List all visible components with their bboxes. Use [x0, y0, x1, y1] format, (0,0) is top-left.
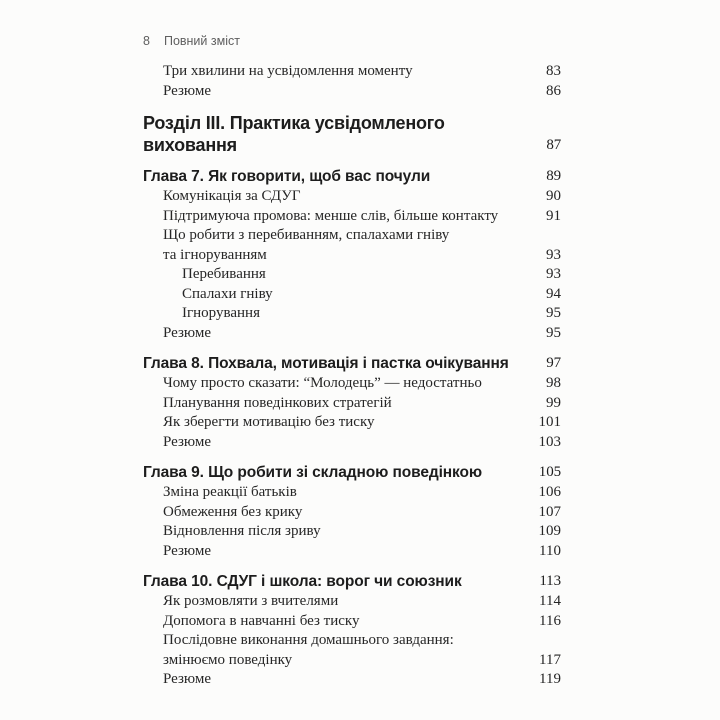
- toc-entry-title-line: Резюме: [163, 82, 212, 99]
- toc-entry-page-number: 87: [546, 137, 561, 153]
- toc-entry-title-line: Спалахи гніву: [182, 285, 273, 302]
- toc-entry-title-line: змінюємо поведінку: [163, 651, 293, 668]
- toc-entry-page-number: 86: [546, 82, 561, 99]
- toc-entry-title: [143, 571, 527, 592]
- toc-entry-title-line: Як зберегти мотивацію без тиску: [163, 414, 375, 430]
- toc-entry-page-number: 95: [546, 324, 561, 341]
- toc-entry-title: [143, 522, 527, 542]
- toc-entry-title: [143, 207, 534, 227]
- toc-entry-title-line: та ігноруванням: [163, 246, 267, 263]
- running-head-title: Повний зміст: [163, 34, 240, 48]
- toc-entry-title: [143, 62, 534, 82]
- toc-entry-page-number: 119: [539, 671, 561, 687]
- toc-entry-title-line: Глава 8. Похвала, мотивація і пастка очікування: [143, 355, 509, 372]
- toc-entry-title-line: Глава 7. Як говорити, щоб вас почули: [143, 168, 431, 185]
- toc-entry-page-number: 91: [546, 207, 561, 224]
- toc-entry-title: [143, 112, 534, 156]
- toc-entry-page-number: 98: [546, 375, 561, 391]
- toc-entry-title: [143, 503, 527, 523]
- toc-entry-title-line: Резюме: [163, 433, 212, 450]
- toc-entry-title-line: Підтримуюча промова: менше слів, більше контакту: [163, 207, 499, 224]
- toc-entry-title: [143, 670, 527, 690]
- toc-entry-page-number: 90: [546, 188, 561, 204]
- toc-entry-title-line: Резюме: [163, 324, 212, 341]
- toc-entry-title-line: Що робити з перебиванням, спалахами гніву: [163, 227, 450, 243]
- toc-entry-title: [143, 631, 527, 670]
- toc-entry-title-line: Планування поведінкових стратегій: [163, 394, 392, 411]
- toc-entry-title: [143, 374, 534, 394]
- toc-entry-row: [143, 542, 561, 562]
- toc-entry-page-number: 105: [538, 464, 561, 480]
- toc-chapter-row: [143, 353, 561, 374]
- toc-entry-title: [143, 413, 527, 433]
- toc-entry-page-number: 93: [546, 246, 561, 263]
- toc-entry-title-line: Резюме: [163, 671, 212, 687]
- folio-page-number: 8: [143, 34, 150, 48]
- toc-entry-row: [143, 324, 561, 344]
- toc-section-row: [143, 112, 561, 156]
- toc-entry-title-line: Відновлення після зриву: [163, 523, 321, 539]
- toc-entry-page-number: 113: [539, 573, 561, 589]
- toc-entry-row: [143, 631, 561, 670]
- toc-entry-title-line: Ігнорування: [182, 305, 260, 321]
- toc-entry-title-line: Як розмовляти з вчителями: [163, 593, 339, 609]
- toc-entry-title-line: Розділ III. Практика усвідомленого виховання: [143, 113, 445, 155]
- toc-entry-page-number: 110: [539, 542, 561, 559]
- toc-entry-page-number: 114: [539, 593, 561, 609]
- toc-entry-page-number: 103: [538, 433, 561, 450]
- toc-entry-row: [143, 433, 561, 453]
- toc-entry-title: [143, 304, 534, 324]
- toc-entry-page-number: 117: [539, 651, 561, 668]
- toc-entry-row: [143, 374, 561, 394]
- toc-entry-title: [143, 166, 534, 187]
- toc-entry-page-number: 101: [538, 414, 561, 430]
- running-head: [143, 33, 561, 49]
- toc-entry-title: [143, 462, 527, 483]
- toc-entry-row: [143, 285, 561, 305]
- toc-entry-page-number: 109: [538, 523, 561, 539]
- toc-entry-title: [143, 592, 527, 612]
- toc-entry-page-number: 99: [546, 394, 561, 411]
- toc-entry-row: [143, 592, 561, 612]
- toc-entry-page-number: 106: [538, 484, 561, 500]
- toc-entry-title-line: Перебивання: [182, 266, 266, 282]
- toc-entry-title: [143, 82, 534, 102]
- toc-entry-title-line: Глава 10. СДУГ і школа: ворог чи союзник: [143, 573, 462, 590]
- toc-entry-page-number: 116: [539, 612, 561, 629]
- toc-chapter-row: [143, 462, 561, 483]
- toc-entry-row: [143, 612, 561, 632]
- toc-entry-row: [143, 413, 561, 433]
- toc-entry-title: [143, 353, 534, 374]
- toc-entry-row: [143, 304, 561, 324]
- toc-entry-title: [143, 324, 534, 344]
- toc-chapter-row: [143, 166, 561, 187]
- toc-entry-row: [143, 503, 561, 523]
- toc-entry-row: [143, 394, 561, 414]
- toc-entry-page-number: 83: [546, 63, 561, 79]
- toc-entry-page-number: 93: [546, 266, 561, 282]
- toc-entry-row: [143, 226, 561, 265]
- toc-entry-title-line: Чому просто сказати: “Молодець” — недостатньо: [163, 375, 482, 391]
- toc-list: [143, 62, 561, 690]
- toc-entry-title-line: Глава 9. Що робити зі складною поведінкою: [143, 464, 483, 481]
- toc-entry-row: [143, 483, 561, 503]
- toc-entry-title-line: Допомога в навчанні без тиску: [163, 612, 360, 629]
- toc-entry-title-line: Послідовне виконання домашнього завдання:: [163, 632, 454, 648]
- toc-entry-page-number: 89: [546, 168, 561, 184]
- toc-entry-title-line: Три хвилини на усвідомлення моменту: [163, 63, 413, 79]
- toc-entry-title: [143, 612, 527, 632]
- toc-entry-row: [143, 265, 561, 285]
- toc-entry-title-line: Комунікація за СДУГ: [163, 188, 301, 204]
- toc-entry-row: [143, 207, 561, 227]
- toc-entry-row: [143, 62, 561, 82]
- toc-entry-title: [143, 226, 534, 265]
- toc-entry-row: [143, 522, 561, 542]
- toc-entry-page-number: 95: [546, 305, 561, 321]
- toc-chapter-row: [143, 571, 561, 592]
- toc-entry-row: [143, 187, 561, 207]
- toc-entry-title: [143, 433, 527, 453]
- toc-entry-row: [143, 670, 561, 690]
- toc-entry-title-line: Обмеження без крику: [163, 503, 303, 520]
- toc-entry-title: [143, 394, 534, 414]
- toc-entry-page-number: 107: [538, 503, 561, 520]
- toc-entry-page-number: 94: [546, 285, 561, 302]
- toc-entry-title-line: Зміна реакції батьків: [163, 484, 297, 500]
- toc-entry-page-number: 97: [546, 355, 561, 371]
- toc-entry-title-line: Резюме: [163, 542, 212, 559]
- toc-entry-title: [143, 187, 534, 207]
- toc-entry-row: [143, 82, 561, 102]
- toc-entry-title: [143, 542, 527, 562]
- toc-entry-title: [143, 285, 534, 305]
- toc-entry-title: [143, 265, 534, 285]
- toc-entry-title: [143, 483, 527, 503]
